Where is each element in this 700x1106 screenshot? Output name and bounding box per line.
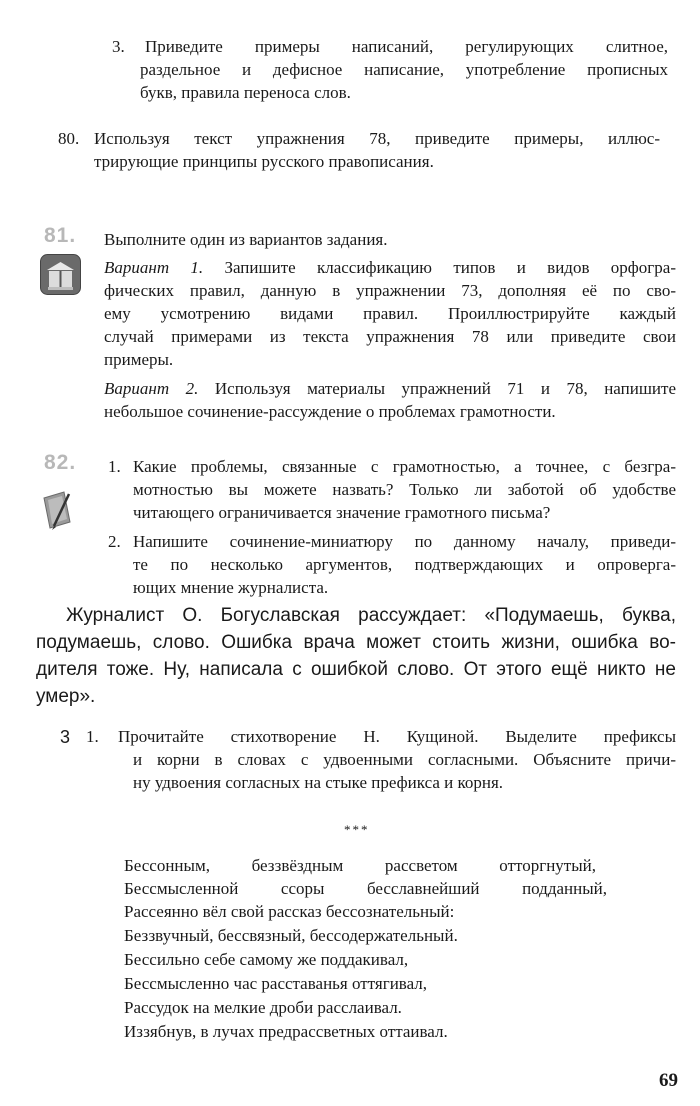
exercise-80-number: 80. bbox=[58, 129, 80, 148]
item-3-line-3: букв, правила переноса слов. bbox=[140, 83, 351, 102]
poem-separator: *** bbox=[344, 822, 370, 837]
exercise-82-number: 82. bbox=[44, 451, 77, 474]
poem-line-1: Бессонным, беззвёздным рассветом отторгнутый, bbox=[124, 856, 596, 875]
poem-line-4: Беззвучный, бессвязный, бессодержательный. bbox=[124, 926, 458, 945]
exercise-80-line-1: Используя текст упражнения 78, приведите примеры, иллюс- bbox=[94, 129, 660, 148]
variant-1-first-text: Запишите классификацию типов и видов орфогра- bbox=[224, 258, 676, 277]
poem-line-5: Бессильно себе самому же поддакивал, bbox=[124, 950, 409, 969]
poem-line-6: Бессмысленно час расставанья оттягивал, bbox=[124, 974, 428, 993]
variant-1-label: Вариант 1. bbox=[104, 258, 204, 277]
item-3-line-2: раздельное и дефисное написание, употребление прописных bbox=[140, 60, 668, 79]
poem-line-3: Рассеянно вёл свой рассказ бессознательный: bbox=[124, 902, 455, 921]
exercise-83-line-3: ну удвоения согласных на стыке префикса и корня. bbox=[133, 773, 504, 792]
exercise-82-item-2-line-3: ющих мнение журналиста. bbox=[133, 578, 329, 597]
poem-line-7: Рассудок на мелкие дроби расслаивал. bbox=[124, 998, 402, 1017]
item-3-line-1: Приведите примеры написаний, регулирующих слитное, bbox=[145, 37, 668, 56]
exercise-82-item-1-number: 1. bbox=[108, 457, 121, 476]
exercise-82-item-1-line-1: Какие проблемы, связанные с грамотностью, а точнее, с безгра- bbox=[133, 457, 676, 476]
variant-1-first-line bbox=[104, 257, 676, 279]
exercise-83-number: 3 bbox=[60, 727, 71, 747]
exercise-81-number: 81. bbox=[44, 224, 77, 247]
variant-1-line-4: случай примерами из текста упражнения 78 или приведите свои bbox=[104, 327, 676, 346]
exercise-80-line-2: трирующие принципы русского правописания. bbox=[94, 152, 434, 171]
variant-1-line-2: фических правил, данную в упражнении 73, дополняя её по сво- bbox=[104, 281, 676, 300]
variant-2-first-text: Используя материалы упражнений 71 и 78, напишите bbox=[214, 379, 676, 398]
exercise-82-item-1-line-2: мотностью вы можете назвать? Только ли заботой об удобстве bbox=[133, 480, 676, 499]
quote-line-4: умер». bbox=[36, 686, 96, 707]
quote-line-3: дителя тоже. Ну, написала с ошибкой слово. От этого ещё никто не bbox=[36, 659, 676, 680]
poem-line-8: Иззябнув, в лучах предрассветных оттаивал. bbox=[124, 1022, 448, 1041]
book-icon bbox=[40, 254, 81, 295]
exercise-83-line-1: Прочитайте стихотворение Н. Кущиной. Выделите префиксы bbox=[118, 727, 676, 746]
variant-1-line-3: ему усмотрению видами правил. Проиллюстрируйте каждый bbox=[104, 304, 676, 323]
poem-line-2: Бессмысленной ссоры бесславнейший подданный, bbox=[124, 879, 607, 898]
variant-2-label: Вариант 2. bbox=[104, 379, 199, 398]
page-number: 69 bbox=[659, 1070, 678, 1091]
variant-2-first-line bbox=[104, 378, 676, 400]
quote-line-1: Журналист О. Богуславская рассуждает: «Подумаешь, буква, bbox=[66, 605, 676, 626]
item-3-number: 3. bbox=[112, 37, 125, 56]
exercise-83-line-2: и корни в словах с удвоенными согласными. Объясните причи- bbox=[133, 750, 676, 769]
variant-2-line-2: небольшое сочинение-рассуждение о проблемах грамотности. bbox=[104, 402, 556, 421]
exercise-82-item-2-line-1: Напишите сочинение-миниатюру по данному началу, приведи- bbox=[133, 532, 676, 551]
quote-line-2: подумаешь, слово. Ошибка врача может стоить жизни, ошибка во- bbox=[36, 632, 676, 653]
variant-1-line-5: примеры. bbox=[104, 350, 174, 369]
exercise-82-item-2-line-2: те по несколько аргументов, подтверждающих и опроверга- bbox=[133, 555, 676, 574]
exercise-83-sub-number: 1. bbox=[86, 727, 99, 746]
exercise-82-item-1-line-3: читающего ограничивается значение грамотного письма? bbox=[133, 503, 551, 522]
exercise-81-intro: Выполните один из вариантов задания. bbox=[104, 230, 388, 249]
exercise-82-item-2-number: 2. bbox=[108, 532, 121, 551]
pen-icon bbox=[40, 488, 74, 532]
